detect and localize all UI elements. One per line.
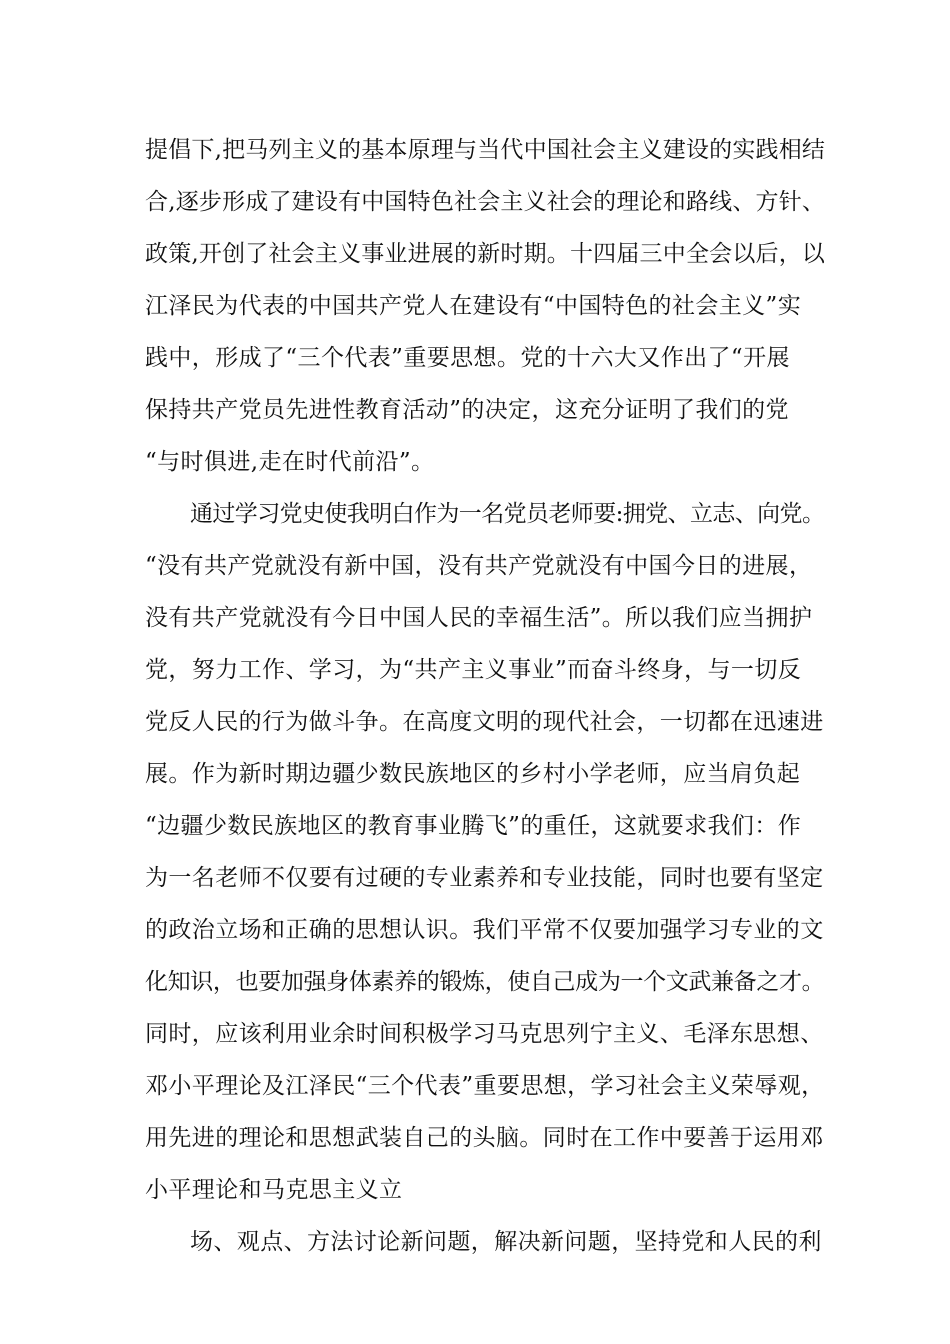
text-line: 为一名老师不仅要有过硬的专业素养和专业技能，同时也要有坚定 (145, 865, 824, 891)
text-line: 没有共产党就没有今日中国人民的幸福生活”。所以我们应当拥护 (145, 605, 813, 631)
text-line: 保持共产党员先进性教育活动”的决定，这充分证明了我们的党 (145, 397, 789, 423)
text-line: 用先进的理论和思想武装自己的头脑。同时在工作中要善于运用邓 (145, 1125, 824, 1151)
text-line: 展。作为新时期边疆少数民族地区的乡村小学老师，应当肩负起 (145, 761, 801, 787)
text-line: “没有共产党就没有新中国，没有共产党就没有中国今日的进展， (145, 553, 813, 579)
text-line: “边疆少数民族地区的教育事业腾飞”的重任，这就要求我们：作 (145, 813, 802, 839)
text-line: 小平理论和马克思主义立 (145, 1177, 403, 1203)
text-line: 政策,开创了社会主义事业进展的新时期。十四届三中全会以后，以 (145, 241, 826, 267)
text-line: 化知识，也要加强身体素养的锻炼，使自己成为一个文武兼备之才。 (145, 969, 825, 995)
text-line: 合,逐步形成了建设有中国特色社会主义社会的理论和路线、方针、 (145, 189, 826, 215)
text-line: 同时，应该利用业余时间积极学习马克思列宁主义、毛泽东思想、 (145, 1021, 824, 1047)
paragraph-first-line: 通过学习党史使我明白作为一名党员老师要:拥党、立志、向党。 (190, 501, 825, 527)
text-line: 江泽民为代表的中国共产党人在建设有“中国特色的社会主义”实 (145, 293, 802, 319)
text-line: 党，努力工作、学习，为“共产主义事业”而奋斗终身，与一切反 (145, 657, 802, 683)
text-line: 的政治立场和正确的思想认识。我们平常不仅要加强学习专业的文 (145, 917, 824, 943)
text-line: 践中，形成了“三个代表”重要思想。党的十六大又作出了“开展 (145, 345, 790, 371)
paragraph-first-line: 场、观点、方法讨论新问题，解决新问题，坚持党和人民的利 (190, 1229, 822, 1255)
text-line: “与时俱进,走在时代前沿”。 (145, 449, 435, 475)
text-line: 邓小平理论及江泽民“三个代表”重要思想，学习社会主义荣辱观， (145, 1073, 825, 1099)
text-line: 党反人民的行为做斗争。在高度文明的现代社会，一切都在迅速进 (145, 709, 824, 735)
text-line: 提倡下,把马列主义的基本原理与当代中国社会主义建设的实践相结 (145, 137, 826, 163)
